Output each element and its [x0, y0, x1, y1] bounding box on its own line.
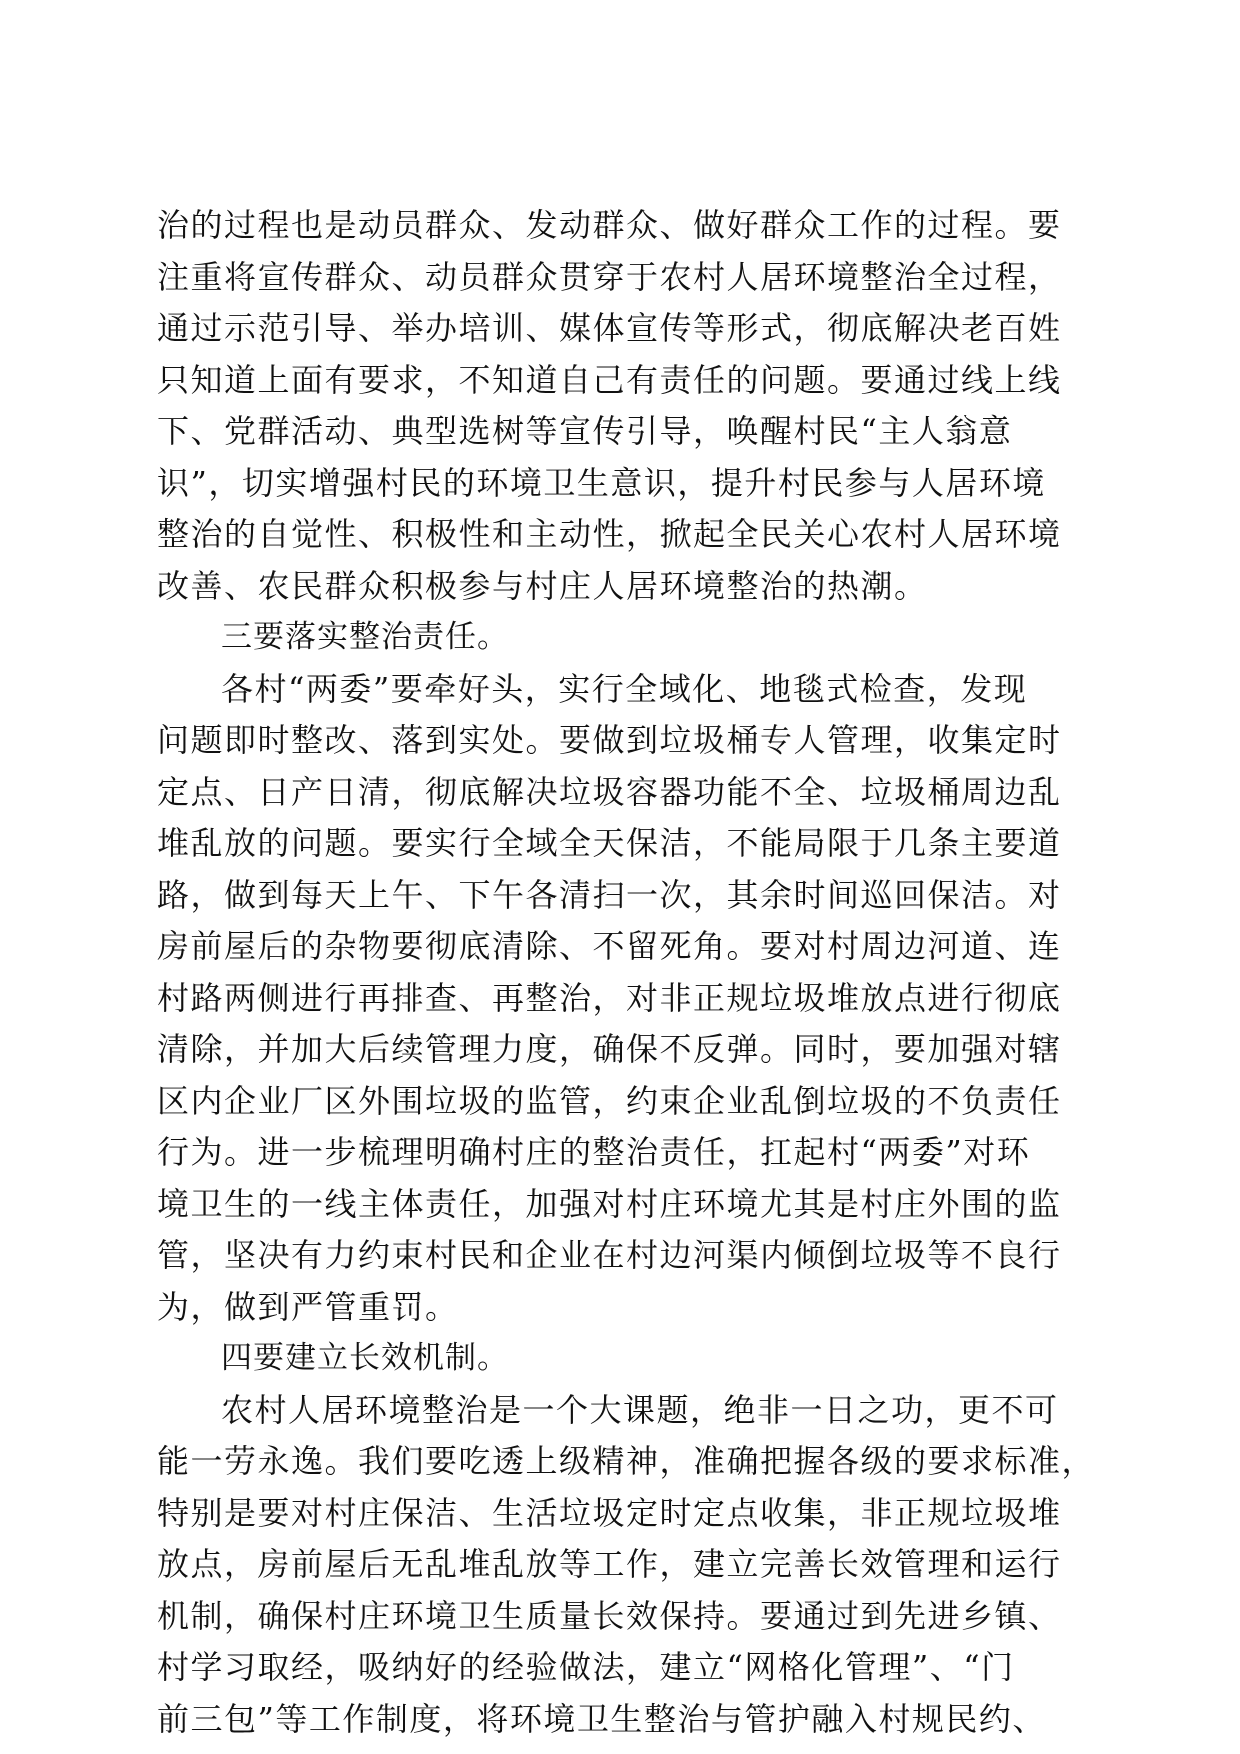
text-line: 为，做到严管重罚。 — [157, 1287, 459, 1326]
text-line: 村学习取经，吸纳好的经验做法，建立“网格化管理”、“门 — [157, 1648, 1015, 1686]
text-line: 行为。进一步梳理明确村庄的整治责任，扛起村“两委”对环 — [157, 1133, 1031, 1171]
text-line: 注重将宣传群众、动员群众贯穿于农村人居环境整治全过程， — [157, 257, 1062, 296]
text-line: 问题即时整改、落到实处。要做到垃圾桶专人管理，收集定时 — [157, 721, 1062, 759]
text-line: 只知道上面有要求，不知道自己有责任的问题。要通过线上线 — [157, 360, 1062, 399]
paragraph-2-continued — [157, 200, 1085, 612]
text-line: 机制，确保村庄环境卫生质量长效保持。要通过到先进乡镇、 — [157, 1596, 1062, 1635]
paragraph-3 — [157, 664, 1085, 1334]
text-line: 放点，房前屋后无乱堆乱放等工作，建立完善长效管理和运行 — [157, 1545, 1062, 1583]
text-line: 特别是要对村庄保洁、生活垃圾定时定点收集，非正规垃圾堆 — [157, 1493, 1062, 1532]
text-line: 农村人居环境整治是一个大课题，绝非一日之功，更不可 — [221, 1390, 1059, 1429]
text-line: 识”，切实增强村民的环境卫生意识，提升村民参与人居环境 — [157, 463, 1046, 502]
text-line: 村路两侧进行再排查、再整治，对非正规垃圾堆放点进行彻底 — [157, 978, 1062, 1017]
text-line: 各村“两委”要牵好头，实行全域化、地毯式检查，发现 — [221, 669, 1028, 708]
text-line: 路，做到每天上午、下午各清扫一次，其余时间巡回保洁。对 — [157, 875, 1062, 914]
paragraph-4 — [157, 1385, 1096, 1746]
text-line: 能一劳永逸。我们要吃透上级精神，准确把握各级的要求标准， — [157, 1442, 1096, 1480]
text-line: 管，坚决有力约束村民和企业在村边河渠内倾倒垃圾等不良行 — [157, 1236, 1062, 1274]
text-line: 清除，并加大后续管理力度，确保不反弹。同时，要加强对辖 — [157, 1030, 1062, 1068]
text-line: 境卫生的一线主体责任，加强对村庄环境尤其是村庄外围的监 — [157, 1184, 1062, 1223]
section-heading-3: 三要落实整治责任。 — [221, 619, 509, 655]
text-line: 区内企业厂区外围垃圾的监管，约束企业乱倒垃圾的不负责任 — [157, 1081, 1062, 1120]
text-line: 堆乱放的问题。要实行全域全天保洁，不能局限于几条主要道 — [157, 824, 1062, 862]
text-line: 房前屋后的杂物要彻底清除、不留死角。要对村周边河道、连 — [157, 927, 1062, 965]
text-line: 定点、日产日清，彻底解决垃圾容器功能不全、垃圾桶周边乱 — [157, 772, 1062, 811]
text-line: 整治的自觉性、积极性和主动性，掀起全民关心农村人居环境 — [157, 515, 1062, 553]
text-line: 下、党群活动、典型选树等宣传引导，唤醒村民“主人翁意 — [157, 412, 1013, 450]
text-line: 改善、农民群众积极参与村庄人居环境整治的热潮。 — [157, 566, 928, 605]
text-line: 治的过程也是动员群众、发动群众、做好群众工作的过程。要 — [157, 206, 1062, 244]
text-line: 通过示范引导、举办培训、媒体宣传等形式，彻底解决老百姓 — [157, 309, 1062, 347]
document-body — [157, 200, 1096, 1745]
text-line: 前三包”等工作制度，将环境卫生整治与管护融入村规民约、 — [157, 1699, 1046, 1738]
section-heading-4: 四要建立长效机制。 — [221, 1340, 509, 1376]
